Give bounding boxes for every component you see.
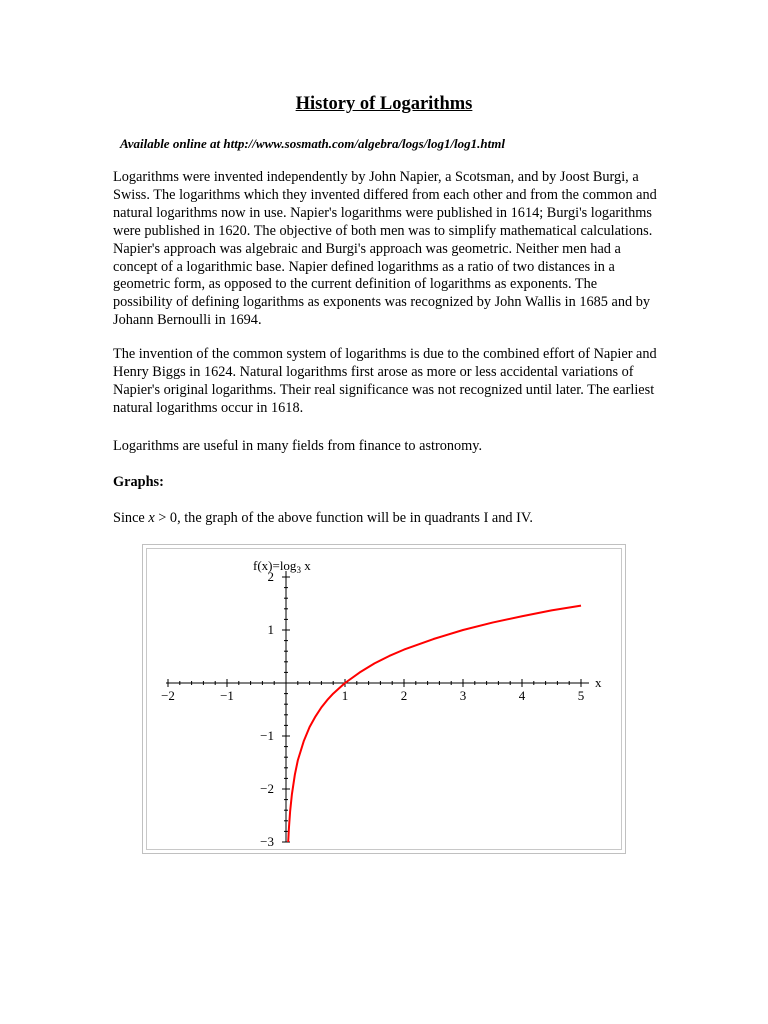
paragraph-common-system: The invention of the common system of logarithms is due to the combined effort of Napier and Henry Biggs in 1624. Natural logarithms first arose as more or less accidental variations of Napier's original logarithms. Their real significance was not recognized until later. The earliest natural logarithms occur in 1618. xyxy=(113,346,657,416)
y-tick-label: −1 xyxy=(260,728,274,743)
page-title: History of Logarithms xyxy=(295,94,473,114)
y-axis-label-suffix: x xyxy=(300,558,311,573)
quadrant-note xyxy=(113,510,533,527)
y-axis-label xyxy=(253,558,311,575)
graph-figure xyxy=(142,544,626,854)
log-graph-svg xyxy=(147,549,623,851)
y-tick-label: 2 xyxy=(267,569,274,584)
x-tick-label: 1 xyxy=(341,688,349,703)
y-axis-label-main: f(x)=log xyxy=(253,558,297,573)
paragraph-usefulness: Logarithms are useful in many fields from finance to astronomy. xyxy=(113,438,483,454)
y-tick-label: −3 xyxy=(260,834,274,849)
y-axis-label-subscript: 3 xyxy=(296,565,301,575)
x-tick-label: 4 xyxy=(518,688,526,703)
quadrant-note-before: Since xyxy=(113,510,149,526)
x-tick-label: 5 xyxy=(577,688,585,703)
paragraph-history: Logarithms were invented independently by John Napier, a Scotsman, and by Joost Burgi, a Swiss. The logarithms which they invented differed from each other and from the common and natural logarithms now in use. Napier's logarithms were published in 1614; Burgi's logarithms were published in 1620. The objective of both men was to simplify mathematical calculations. Napier's approach was algebraic and Burgi's approach was geometric. Neither men had a concept of a logarithmic base. Napier defined logarithms as a ratio of two distances in a geometric form, as opposed to the current definition of logarithms as exponents. The possibility of defining logarithms as exponents was recognized by John Wallis in 1685 and by Johann Bernoulli in 1694. xyxy=(113,169,657,329)
graph-frame xyxy=(146,548,622,850)
quadrant-note-variable: x xyxy=(148,510,155,526)
x-tick-label: −2 xyxy=(161,688,175,703)
x-tick-label: 2 xyxy=(400,688,408,703)
source-link-text: Available online at http://www.sosmath.com/algebra/logs/log1/log1.html xyxy=(120,136,505,151)
quadrant-note-after: > 0, the graph of the above function will be in quadrants I and IV. xyxy=(154,510,533,526)
x-tick-label: −1 xyxy=(220,688,234,703)
series-line-log3 xyxy=(288,606,581,842)
y-tick-label: 1 xyxy=(267,622,274,637)
y-tick-label: −2 xyxy=(260,781,274,796)
x-axis-label: x xyxy=(595,675,602,690)
graphs-heading: Graphs: xyxy=(113,474,164,490)
x-tick-label: 3 xyxy=(459,688,467,703)
